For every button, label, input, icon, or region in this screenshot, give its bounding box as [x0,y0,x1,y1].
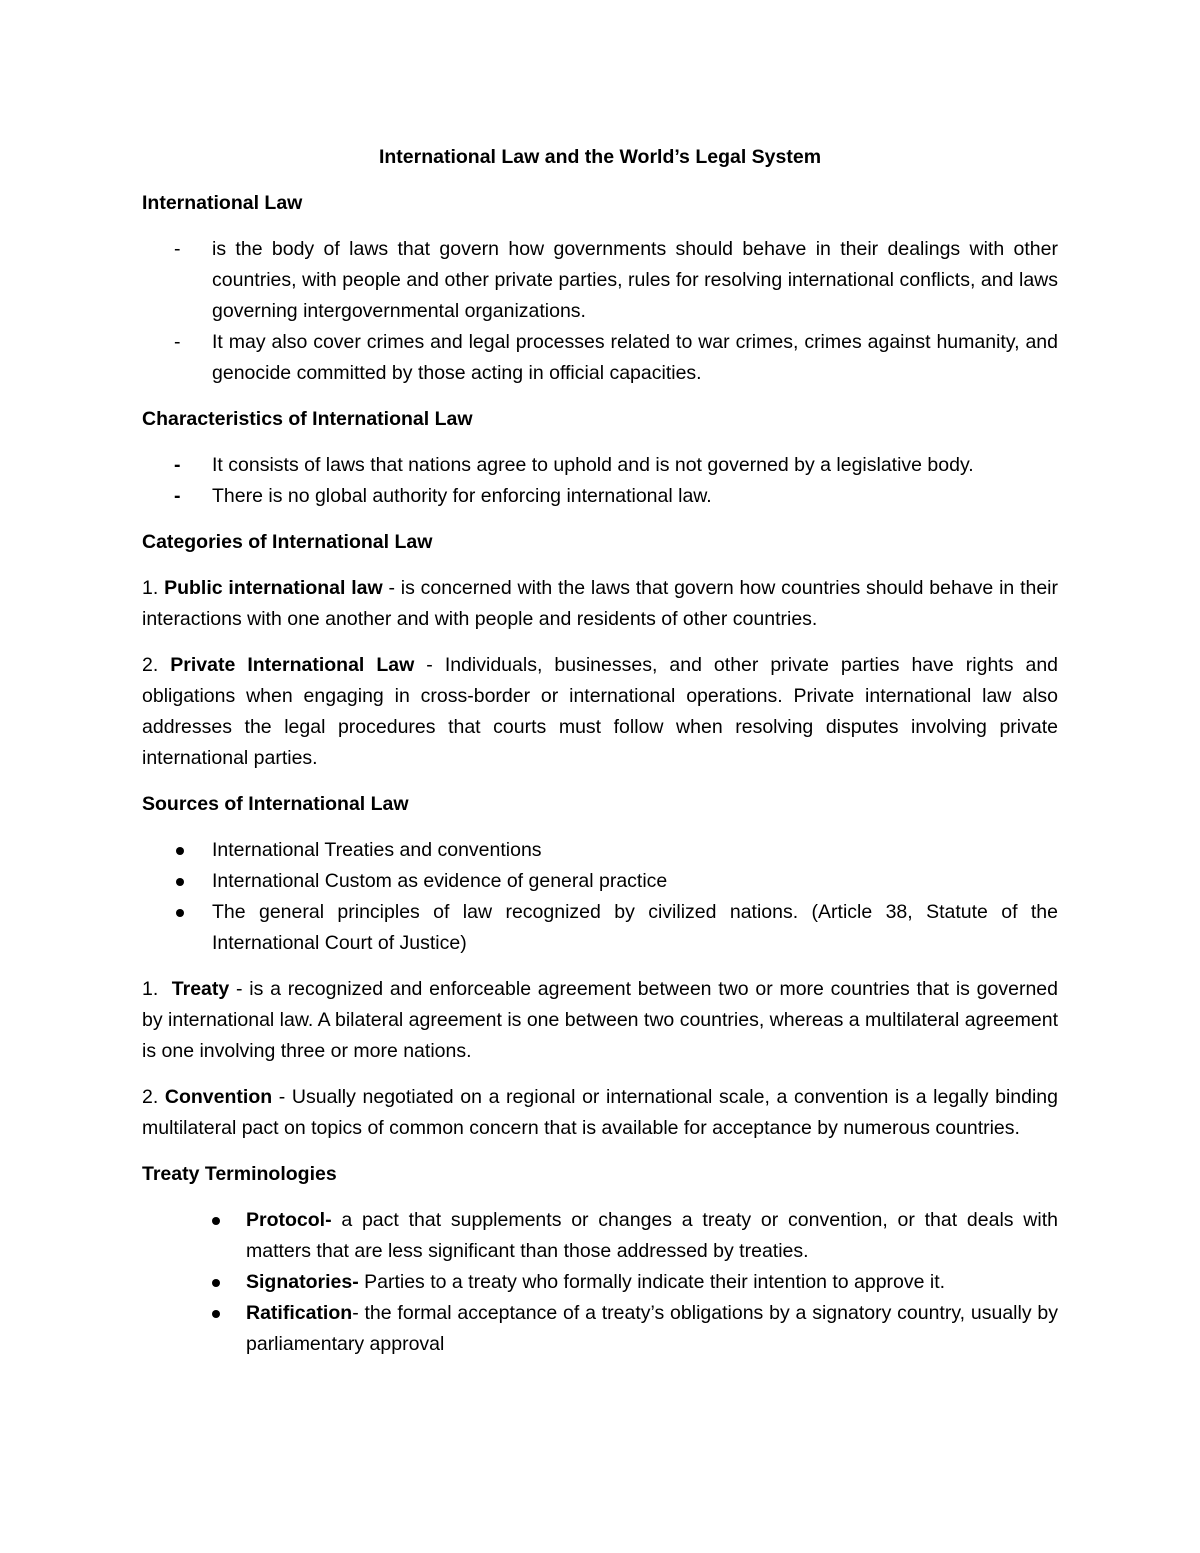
section-heading-characteristics: Characteristics of International Law [142,408,473,430]
section-heading-sources: Sources of International Law [142,793,409,815]
dash-marker: - [174,238,181,260]
bullet-icon [176,847,184,855]
list-item: Signatories- Parties to a treaty who formally indicate their intention to approve it. [142,1267,1058,1298]
document-page [142,142,1058,1375]
list-item: International Treaties and conventions [142,835,1058,866]
list-item: - is the body of laws that govern how governments should behave in their dealings with other countries, with people and other private parties, rules for resolving international conflicts, and laws governing intergovernmental organizations. [142,234,1058,327]
category-private: 2. Private International Law - Individuals, businesses, and other private parties have rights and obligations when engaging in cross-border or international operations. Private international law also addresses the legal procedures that courts must follow when resolving disputes involving private international parties. [142,654,1059,769]
characteristics-list [142,450,1058,512]
section-heading-treaty-terminologies: Treaty Terminologies [142,1163,337,1185]
dash-marker: - [174,331,181,353]
bullet-icon [176,909,184,917]
list-item: - There is no global authority for enforcing international law. [142,481,1058,512]
bullet-icon [212,1310,220,1318]
international-law-list [142,234,1058,389]
source-treaty: 1. Treaty - is a recognized and enforceable agreement between two or more countries that is governed by international law. A bilateral agreement is one between two countries, whereas a multilateral agreement is one involving three or more nations. [142,978,1058,1062]
bullet-icon [212,1279,220,1287]
dash-marker: - [174,454,181,476]
list-item: Protocol- a pact that supplements or changes a treaty or convention, or that deals with matters that are less significant than those addressed by treaties. [142,1205,1058,1267]
bullet-icon [212,1217,220,1225]
document-title: International Law and the World’s Legal System [378,146,822,168]
terminologies-list [142,1205,1058,1360]
source-convention: 2. Convention - Usually negotiated on a regional or international scale, a convention is a legally binding multilateral pact on topics of common concern that is available for acceptance by numerous countries. [142,1086,1058,1139]
section-heading-international-law: International Law [142,192,303,214]
dash-marker: - [174,485,181,507]
category-public: 1. Public international law - is concerned with the laws that govern how countries should behave in their interactions with one another and with people and residents of other countries. [142,577,1058,630]
list-item: - It consists of laws that nations agree to uphold and is not governed by a legislative body. [142,450,1058,481]
list-item: - It may also cover crimes and legal processes related to war crimes, crimes against humanity, and genocide committed by those acting in official capacities. [142,327,1058,389]
bullet-icon [176,878,184,886]
list-item: Ratification- the formal acceptance of a treaty’s obligations by a signatory country, usually by parliamentary approval [142,1298,1058,1360]
list-item: International Custom as evidence of general practice [142,866,1058,897]
sources-list [142,835,1058,959]
section-heading-categories: Categories of International Law [142,531,433,553]
list-item: The general principles of law recognized by civilized nations. (Article 38, Statute of the International Court of Justice) [142,897,1058,959]
